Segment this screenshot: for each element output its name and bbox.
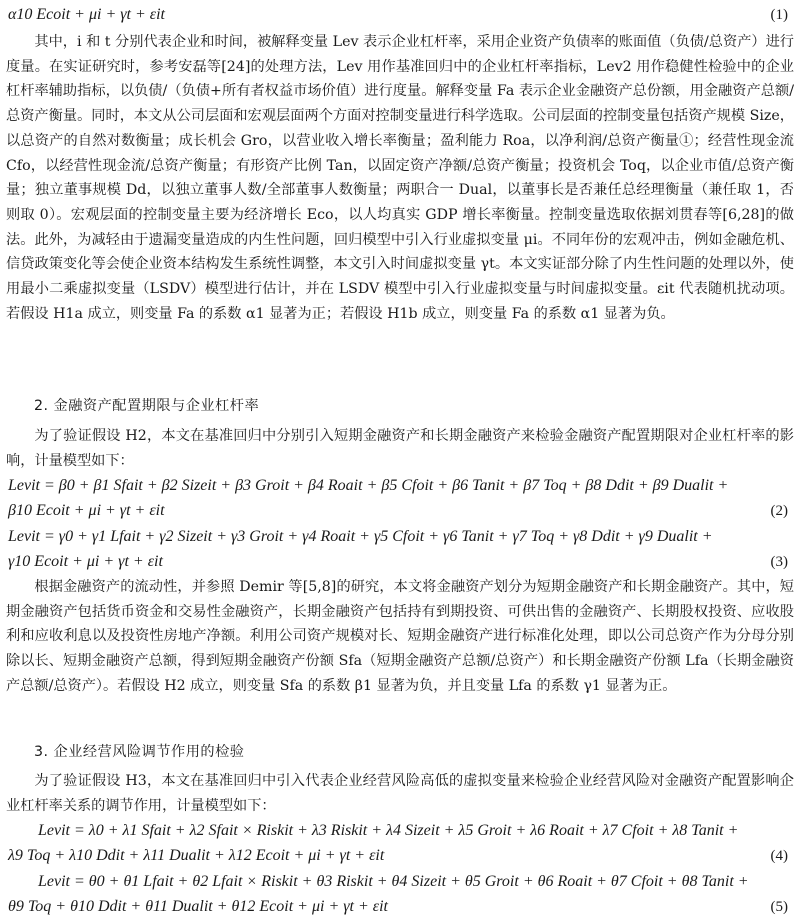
section-heading-3: 3. 企业经营风险调节作用的检验: [34, 744, 245, 760]
equation-5-text-2: θ9 Toq + θ10 Ddit + θ11 Dualit + θ12 Ecoit + μi + γt + εit: [8, 898, 388, 915]
paragraph-variable-definitions: 其中，i 和 t 分别代表企业和时间，被解释变量 Lev 表示企业杠杆率，采用企业资产负债率的账面值（负债/总资产）进行度量。在实证研究时，参考安磊等[24]的处理方法，Lev 用作基准回归中的企业杠杆率指标，Lev2 用作稳健性检验中的企业杠杆率辅助指标，以负债/（负债+所有者权益市场价值）进行度量。解释变量 Fa 表示企业金融资产总份额，用金融资产总额/总资产衡量。同时，本文从公司层面和宏观层面两个方面对控制变量进行科学选取。公司层面的控制变量包括资产规模 Size，以总资产的自然对数衡量；成长机会 Gro，以营业收入增长率衡量；盈利能力 Roa，以净利润/总资产衡量①；经营性现金流 Cfo，以经营性现金流/总资产衡量；有形资产比例 Tan，以固定资产净额/总资产衡量；投资机会 Toq，以企业市值/总资产衡量；独立董事规模 Dd，以独立董事人数/全部董事人数衡量；两职合一 Dual，以董事长是否兼任总经理衡量（兼任取 1，否则取 0）。宏观层面的控制变量主要为经济增长 Eco，以人均真实 GDP 增长率衡量。控制变量选取依据刘贯春等[6,28]的做法。此外，为减轻由于遗漏变量造成的内生性问题，回归模型中引入行业虚拟变量 μi。不同年份的宏观冲击，例如金融危机、信贷政策变化等会使企业资本结构发生系统性调整，本文引入时间虚拟变量 γt。本文实证部分除了内生性问题的处理以外，使用最小二乘虚拟变量（LSDV）模型进行估计，并在 LSDV 模型中引入行业虚拟变量与时间虚拟变量。εit 代表随机扰动项。若假设 H1a 成立，则变量 Fa 的系数 α1 显著为正；若假设 H1b 成立，则变量 Fa 的系数 α1 显著为负。: [6, 34, 794, 322]
equation-2-text-1: Levit = β0 + β1 Sfait + β2 Sizeit + β3 Groit + β4 Roait + β5 Cfoit + β6 Tanit + β7 Toq + β8 Ddit + β9 Dualit +: [8, 477, 729, 494]
equation-4-number: (4): [770, 848, 788, 864]
equation-5-text-1: Levit = θ0 + θ1 Lfait + θ2 Lfait × Riskit + θ3 Riskit + θ4 Sizeit + θ5 Groit + θ6 Roait + θ7 Cfoit + θ8 Tanit +: [38, 873, 749, 890]
equation-3-number: (3): [770, 554, 788, 570]
equation-1-text: α10 Ecoit + μi + γt + εit: [8, 6, 165, 23]
paragraph-h2-intro: 为了验证假设 H2，本文在基准回归中分别引入短期金融资产和长期金融资产来检验金融资产配置期限对企业杠杆率的影响，计量模型如下：: [6, 428, 794, 469]
equation-2-text-2: β10 Ecoit + μi + γt + εit: [8, 502, 165, 519]
equation-3-text-1: Levit = γ0 + γ1 Lfait + γ2 Sizeit + γ3 Groit + γ4 Roait + γ5 Cfoit + γ6 Tanit + γ7 Toq + γ8 Ddit + γ9 Dualit +: [8, 528, 713, 545]
equation-4-text-2: λ9 Toq + λ10 Ddit + λ11 Dualit + λ12 Ecoit + μi + γt + εit: [8, 847, 385, 864]
equation-5-number: (5): [770, 899, 788, 915]
section-heading-2: 2. 金融资产配置期限与企业杠杆率: [34, 398, 260, 414]
paragraph-asset-classification: 根据金融资产的流动性，并参照 Demir 等[5,8]的研究，本文将金融资产划分为短期金融资产和长期金融资产。其中，短期金融资产包括货币资金和交易性金融资产，长期金融资产包括持有到期投资、可供出售的金融资产、长期股权投资、应收股利和应收利息以及投资性房地产净额。利用公司资产规模对长、短期金融资产进行标准化处理，即以公司总资产作为分母分别除以长、短期金融资产总额，得到短期金融资产份额 Sfa（短期金融资产总额/总资产）和长期金融资产份额 Lfa（长期金融资产总额/总资产）。若假设 H2 成立，则变量 Sfa 的系数 β1 显著为负，并且变量 Lfa 的系数 γ1 显著为正。: [6, 579, 794, 694]
equation-4-text-1: Levit = λ0 + λ1 Sfait + λ2 Sfait × Riskit + λ3 Riskit + λ4 Sizeit + λ5 Groit + λ6 Roait + λ7 Cfoit + λ8 Tanit +: [38, 822, 739, 839]
equation-2-number: (2): [770, 503, 788, 519]
equation-3-text-2: γ10 Ecoit + μi + γt + εit: [8, 553, 163, 570]
paragraph-h3-intro: 为了验证假设 H3，本文在基准回归中引入代表企业经营风险高低的虚拟变量来检验企业经营风险对金融资产配置影响企业杠杆率关系的调节作用，计量模型如下：: [6, 773, 794, 814]
equation-1-number: (1): [770, 7, 788, 23]
